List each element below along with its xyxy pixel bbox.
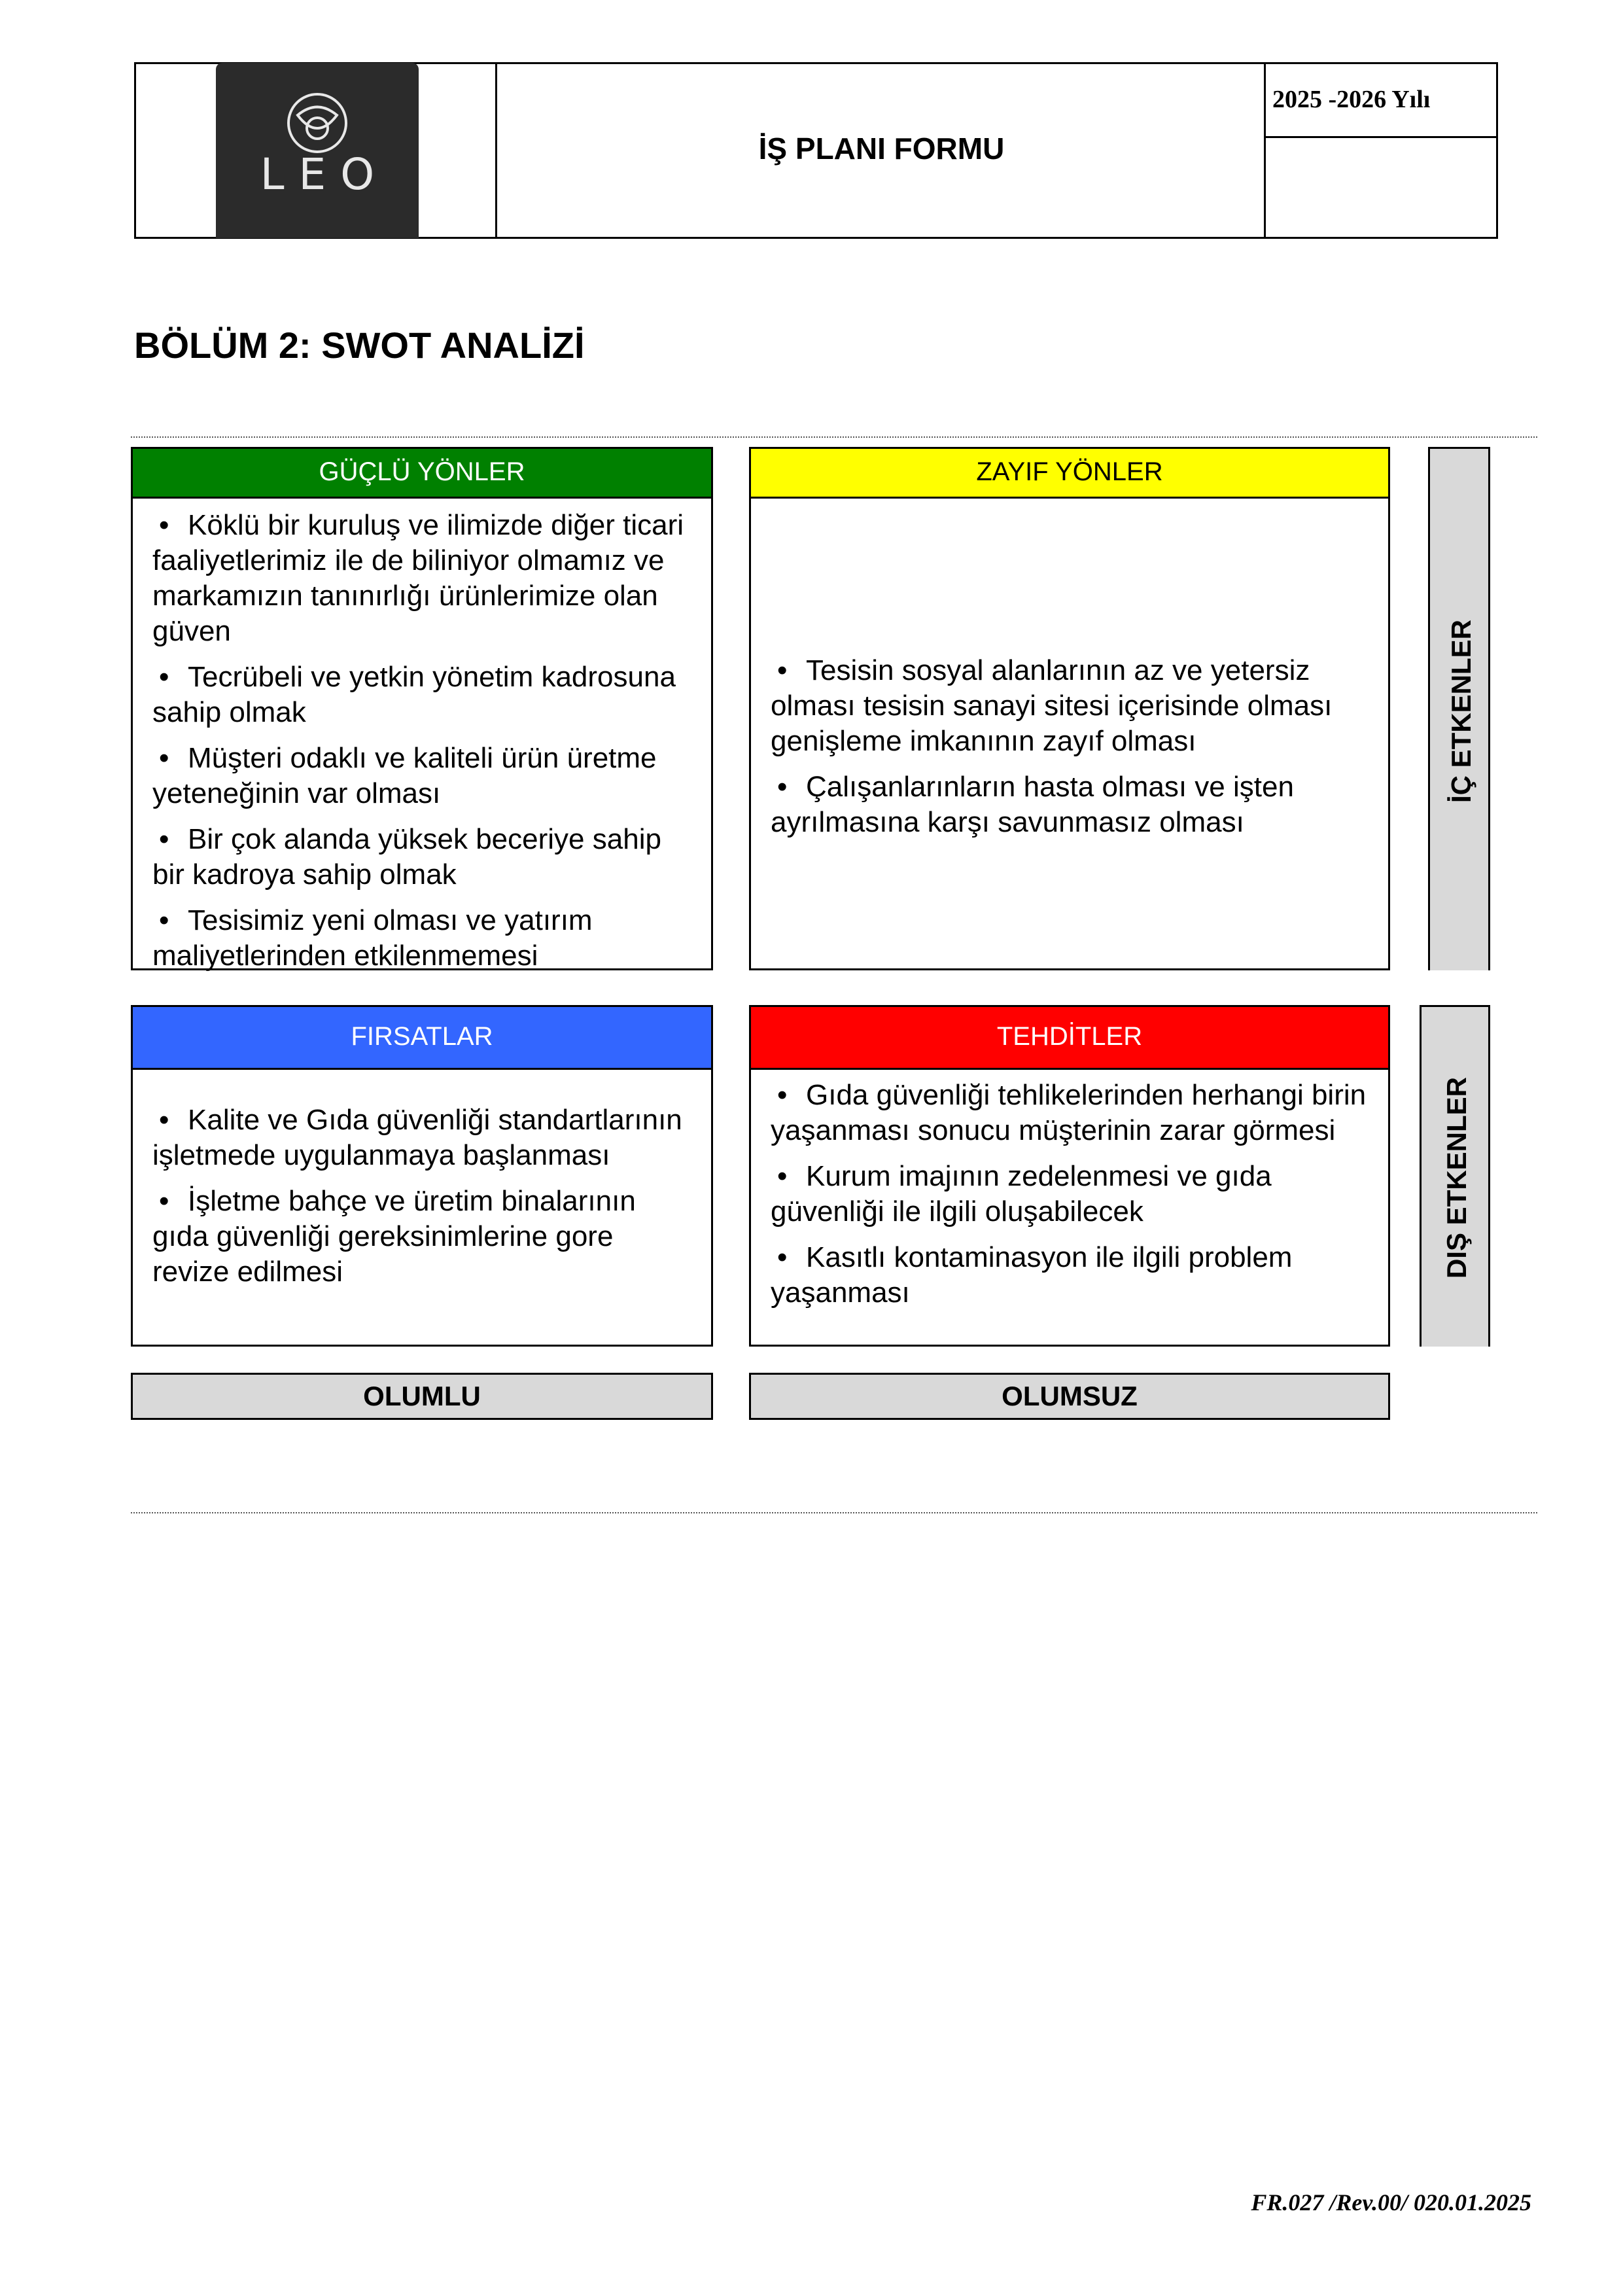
strengths-body [133, 499, 711, 974]
list-item: • Gıda güvenliği tehlikelerinden herhangi birin yaşanması sonucu müşterinin zarar görmesi [771, 1079, 1367, 1146]
weaknesses-box [749, 447, 1390, 970]
external-factors-panel [1420, 1005, 1490, 1347]
weaknesses-list [771, 653, 1369, 840]
list-item: • Kasıtlı kontaminasyon ile ilgili problem yaşanması [771, 1241, 1293, 1309]
internal-factors-label: İÇ ETKENLER [1446, 620, 1476, 804]
document-title: İŞ PLANI FORMU [758, 132, 1005, 166]
strengths-header [133, 449, 711, 499]
section-title: BÖLÜM 2: SWOT ANALİZİ [134, 325, 585, 366]
opportunities-list [152, 1103, 691, 1290]
negative-label: OLUMSUZ [749, 1373, 1390, 1420]
threats-box [749, 1005, 1390, 1347]
list-item: • Müşteri odaklı ve kaliteli ürün üretme yeteneğinin var olması [152, 742, 657, 809]
list-item: • İşletme bahçe ve üretim binalarının gıda güvenliği gereksinimlerine gore revize edilmesi [152, 1185, 636, 1288]
weaknesses-title: ZAYIF YÖNLER [976, 457, 1163, 486]
threats-title: TEHDİTLER [996, 1022, 1143, 1051]
list-item: • Çalışanlarınların hasta olması ve işten ayrılmasına karşı savunmasız olması [771, 771, 1294, 838]
bottom-divider [131, 1512, 1537, 1513]
threats-header [751, 1007, 1388, 1070]
list-item: • Kalite ve Gıda güvenliği standartlarının işletmede uygulanmaya başlanması [152, 1104, 682, 1171]
list-item: • Tesisin sosyal alanlarının az ve yetersiz olması tesisin sanayi sitesi içerisinde olması genişleme imkanının zayıf olması [771, 654, 1333, 757]
logo-emblem-icon [216, 63, 419, 154]
list-item: • Bir çok alanda yüksek beceriye sahip bir kadroya sahip olmak [152, 823, 661, 891]
opportunities-title: FIRSATLAR [351, 1022, 493, 1051]
external-factors-label: DIŞ ETKENLER [1441, 1076, 1472, 1279]
logo-text: LEO [260, 149, 389, 200]
list-item: • Köklü bir kuruluş ve ilimizde diğer ticari faaliyetlerimiz ile de biliniyor olmamız ve markamızın tanınırlığı ürünlerimize olan güven [152, 509, 684, 647]
list-item: • Kurum imajının zedelenmesi ve gıda güvenliği ile ilgili oluşabilecek [771, 1160, 1272, 1227]
opportunities-header [133, 1007, 711, 1070]
weaknesses-header [751, 449, 1388, 499]
form-code: FR.027 /Rev.00/ 020.01.2025 [1251, 2189, 1531, 2216]
list-item: • Tesisimiz yeni olması ve yatırım maliyetlerinden etkilenmemesi [152, 904, 593, 972]
opportunities-box [131, 1005, 713, 1347]
threats-body [751, 1070, 1388, 1311]
weaknesses-body [751, 499, 1388, 840]
internal-factors-panel [1428, 447, 1490, 970]
strengths-title: GÜÇLÜ YÖNLER [319, 457, 525, 486]
positive-label: OLUMLU [131, 1373, 713, 1420]
year-label: 2025 -2026 Yılı [1272, 86, 1431, 113]
threats-list [771, 1078, 1369, 1311]
opportunities-body [133, 1070, 711, 1290]
strengths-list [152, 508, 691, 974]
strengths-box [131, 447, 713, 970]
list-item: • Tecrübeli ve yetkin yönetim kadrosuna sahip olmak [152, 661, 676, 728]
year-divider [1266, 136, 1498, 138]
top-divider [131, 436, 1537, 438]
